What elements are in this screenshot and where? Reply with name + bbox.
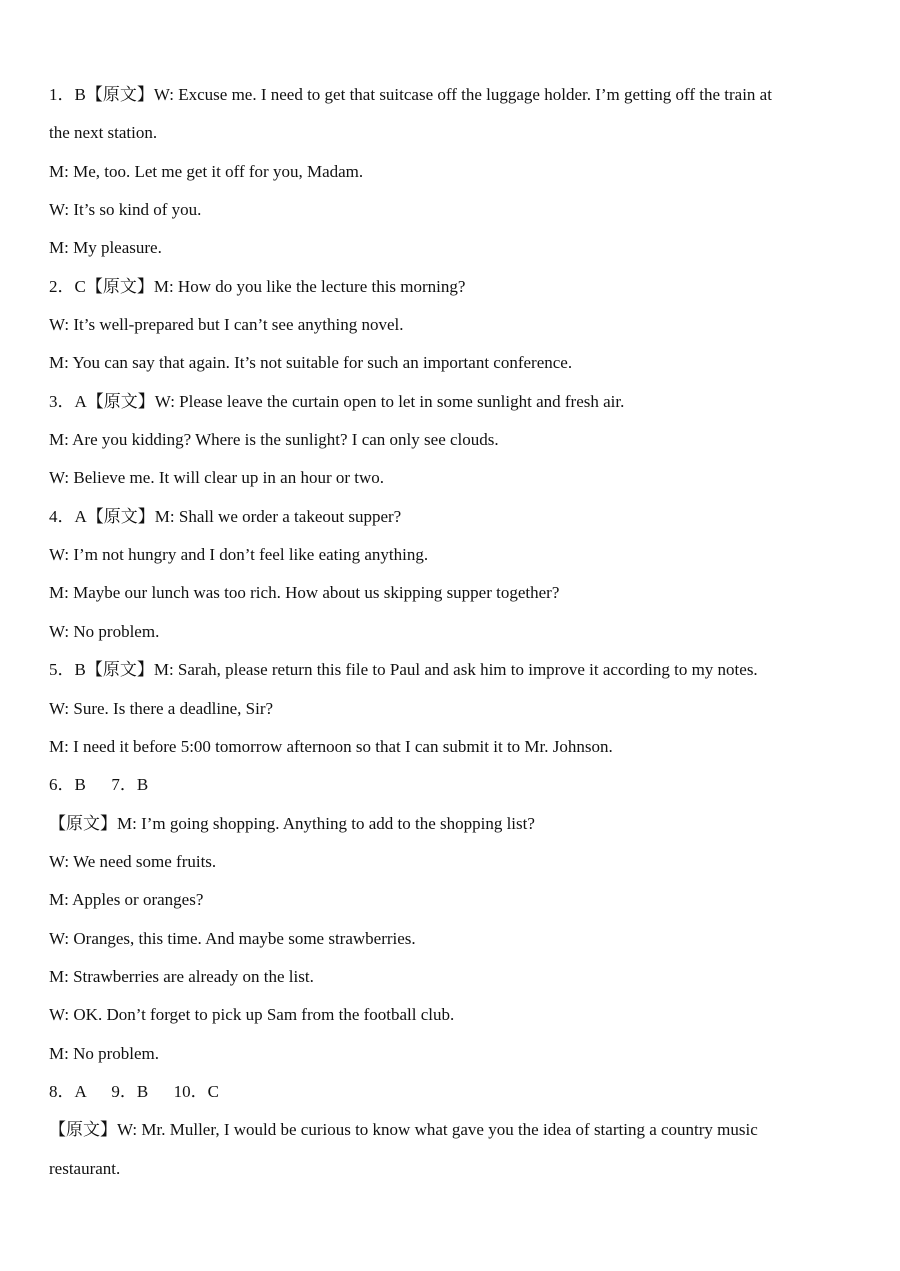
text-line-18: M: I need it before 5:00 tomorrow afternoon so that I can submit it to Mr. Johnson. bbox=[49, 736, 613, 756]
text-line-24: M: Strawberries are already on the list. bbox=[49, 966, 314, 986]
text-line-13: W: I’m not hungry and I don’t feel like eating anything. bbox=[49, 545, 429, 565]
text-line-26: M: No problem. bbox=[49, 1043, 160, 1063]
text-line-23: W: Oranges, this time. And maybe some strawberries. bbox=[49, 928, 416, 948]
text-line-14: M: Maybe our lunch was too rich. How about us skipping supper together? bbox=[49, 583, 560, 603]
text-line-16: 5．B【原文】M: Sarah, please return this file to Paul and ask him to improve it according to my notes. bbox=[49, 660, 758, 680]
text-line-17: W: Sure. Is there a deadline, Sir? bbox=[49, 698, 274, 718]
text-line-3: M: Me, too. Let me get it off for you, Madam. bbox=[49, 161, 364, 181]
text-line-25: W: OK. Don’t forget to pick up Sam from the football club. bbox=[49, 1005, 455, 1025]
text-line-2: the next station. bbox=[49, 123, 158, 143]
text-line-22: M: Apples or oranges? bbox=[49, 890, 204, 910]
text-line-28: 【原文】W: Mr. Muller, I would be curious to know what gave you the idea of starting a country music bbox=[49, 1120, 758, 1140]
text-line-20: 【原文】M: I’m going shopping. Anything to add to the shopping list? bbox=[49, 813, 535, 833]
text-line-7: W: It’s well-prepared but I can’t see anything novel. bbox=[49, 315, 404, 335]
text-line-21: W: We need some fruits. bbox=[49, 851, 217, 871]
text-line-10: M: Are you kidding? Where is the sunlight? I can only see clouds. bbox=[49, 430, 499, 450]
text-line-11: W: Believe me. It will clear up in an hour or two. bbox=[49, 468, 385, 488]
text-line-12: 4．A【原文】M: Shall we order a takeout supper? bbox=[49, 506, 402, 526]
text-line-8: M: You can say that again. It’s not suitable for such an important conference. bbox=[49, 353, 573, 373]
text-line-4: W: It’s so kind of you. bbox=[49, 200, 202, 220]
text-line-1: 1．B【原文】W: Excuse me. I need to get that suitcase off the luggage holder. I’m getting off the train at bbox=[49, 85, 772, 104]
answer-transcript bbox=[49, 76, 849, 1188]
text-line-29: restaurant. bbox=[49, 1158, 121, 1178]
text-line-6: 2．C【原文】M: How do you like the lecture this morning? bbox=[49, 276, 466, 296]
text-line-27: 8．A 9．B 10．C bbox=[49, 1081, 220, 1101]
text-line-15: W: No problem. bbox=[49, 621, 160, 641]
text-line-19: 6．B 7．B bbox=[49, 775, 149, 795]
text-line-5: M: My pleasure. bbox=[49, 238, 162, 258]
text-line-9: 3．A【原文】W: Please leave the curtain open to let in some sunlight and fresh air. bbox=[49, 391, 625, 411]
